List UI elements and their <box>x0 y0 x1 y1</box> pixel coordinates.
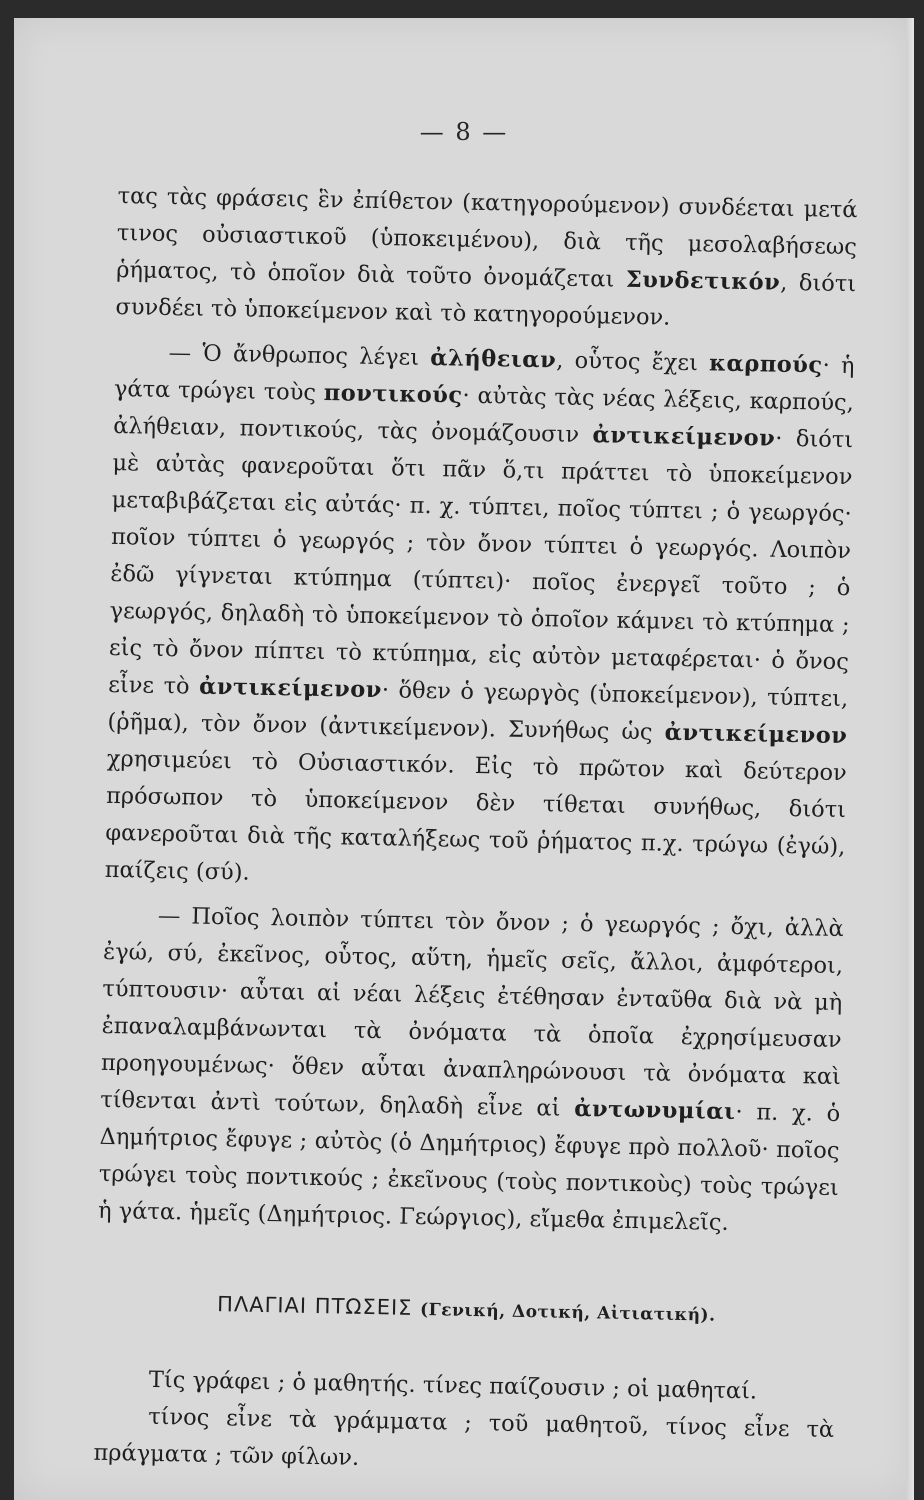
heading-main: ΠΛΑΓΙΑΙ ΠΤΩΣΕΙΣ <box>216 1292 413 1320</box>
page-number: — 8 — <box>419 118 509 146</box>
text-run: τας τὰς φράσεις ἓν ἐπίθετον (κατηγορούμενον) συνδέεται μετά τινος οὐσιαστικοῦ (ὑποκειμένου), διὰ τῆς μεσολαβήσεως ῥήματος, τὸ ὁποῖον διὰ τοῦτο ὀνομάζεται <box>115 182 858 293</box>
paragraph-5: τίνος εἶνε τὰ γράμματα ; τοῦ μαθητοῦ, τίνος εἶνε τὰ πράγματα ; τῶν φίλων. <box>93 1403 835 1471</box>
bold-term: ἀντικείμενον <box>592 422 776 452</box>
bold-term: καρπούς <box>708 350 823 379</box>
bold-term: ποντικούς <box>323 379 463 409</box>
text-run: χρησιμεύει τὸ Οὐσιαστικόν. Εἰς τὸ πρῶτον καὶ δεύτερον πρόσωπον τὸ ὑποκείμενον δὲν τίθεται συνήθως, διότι φανεροῦται διὰ τῆς καταλήξεως τοῦ ῥήματος π.χ. τρώγω (ἐγώ), παίζεις (σύ). <box>104 745 847 886</box>
text-run: · αὐτὰς τὰς νέας λέξεις, καρπούς, ἀλήθειαν, ποντικούς, τὰς ὀνομάζουσιν <box>112 382 855 449</box>
text-run: , διότι συνδέει τὸ ὑποκείμενον καὶ τὸ κατηγορούμενον. <box>115 269 857 331</box>
body-text <box>93 178 858 1486</box>
bold-term: ἀντικείμενον <box>198 673 383 704</box>
bold-term: ἀντωνυμίαι <box>573 1095 736 1126</box>
section-heading <box>96 1284 837 1337</box>
text-run: , οὗτος ἔχει <box>555 347 710 377</box>
text-run: · διότι μὲ αὐτὰς φανεροῦται ὅτι πᾶν ὅ,τι πράττει τὸ ὑποκείμενον μεταβιβάζεται εἰς αὐτάς· π. χ. τύπτει, ποῖος τύπτει ; ὁ γεωργός· ποῖον τύπτει ὁ γεωργός ; τὸν ὄνον τύπτει ὁ γεωργός. Λοιπὸν ἐδῶ γίγνεται κτύπημα (τύπτει)· ποῖος ἐνεργεῖ τοῦτο ; ὁ γεωργός, δηλαδὴ τὸ ὑποκείμενον τὸ ὁποῖον κάμνει τὸ κτύπημα ; εἰς τὸ ὄνον πίπτει τὸ κτύπημα, εἰς αὐτὸν μεταφέρεται· ὁ ὄνος εἶνε τὸ <box>108 425 854 700</box>
bold-term: Συνδετικόν <box>625 266 781 296</box>
text-run: · ὅθεν ὁ γεωργὸς (ὑποκείμενον), τύπτει, (ῥῆμα), τὸν ὄνον (ἀντικείμενον). Συνήθως ὡς <box>107 677 849 746</box>
bold-term: ἀντικείμενον <box>664 719 848 750</box>
paragraph-3 <box>98 897 844 1244</box>
page-edge <box>906 18 914 1500</box>
bold-term: ἀλήθειαν <box>430 345 557 374</box>
text-run: — Ποῖος λοιπὸν τύπτει τὸν ὄνον ; ὁ γεωργός ; ὄχι, ἀλλὰ ἐγώ, σύ, ἐκεῖνος, οὗτος, αὕτη, ἡμεῖς σεῖς, ἄλλοι, ἀμφότεροι, τύπτουσιν· αὗται αἱ νέαι λέξεις ἐτέθησαν ἐνταῦθα διὰ νὰ μὴ ἐπαναλαμβάνωνται τὰ ὀνόματα τὰ ὁποῖα ἐχρησίμευσαν προηγουμένως· ὅθεν αὗται ἀναπληρώνουσι τὰ ὀνόματα καὶ τίθενται ἀντὶ τούτων, δηλαδὴ εἶνε αἱ <box>100 902 844 1122</box>
paragraph-2 <box>104 334 855 903</box>
heading-cases: (Γενική, Δοτική, Αἰτιατική). <box>419 1300 716 1326</box>
text-run: · π. χ. ὁ Δημήτριος ἔφυγε ; αὐτὸς (ὁ Δημήτριος) ἔφυγε πρὸ πολλοῦ· ποῖος τρώγει τοὺς ποντικούς ; ἐκεῖνους (τοὺς ποντικοὺς) τοὺς τρώγει ἡ γάτα. ἡμεῖς (Δημήτριος. Γεώργιος), εἴμεθα ἐπιμελεῖς. <box>97 1099 841 1236</box>
paragraph-4: Τίς γράφει ; ὁ μαθητής. τίνες παίζουσιν ; οἱ μαθηταί. <box>148 1366 758 1405</box>
text-run: — Ὁ ἄνθρωπος λέγει <box>168 340 431 372</box>
paragraph-1 <box>115 178 858 340</box>
text-run: · ἡ γάτα τρώγει τοὺς <box>113 352 855 406</box>
book-page <box>14 18 914 1500</box>
